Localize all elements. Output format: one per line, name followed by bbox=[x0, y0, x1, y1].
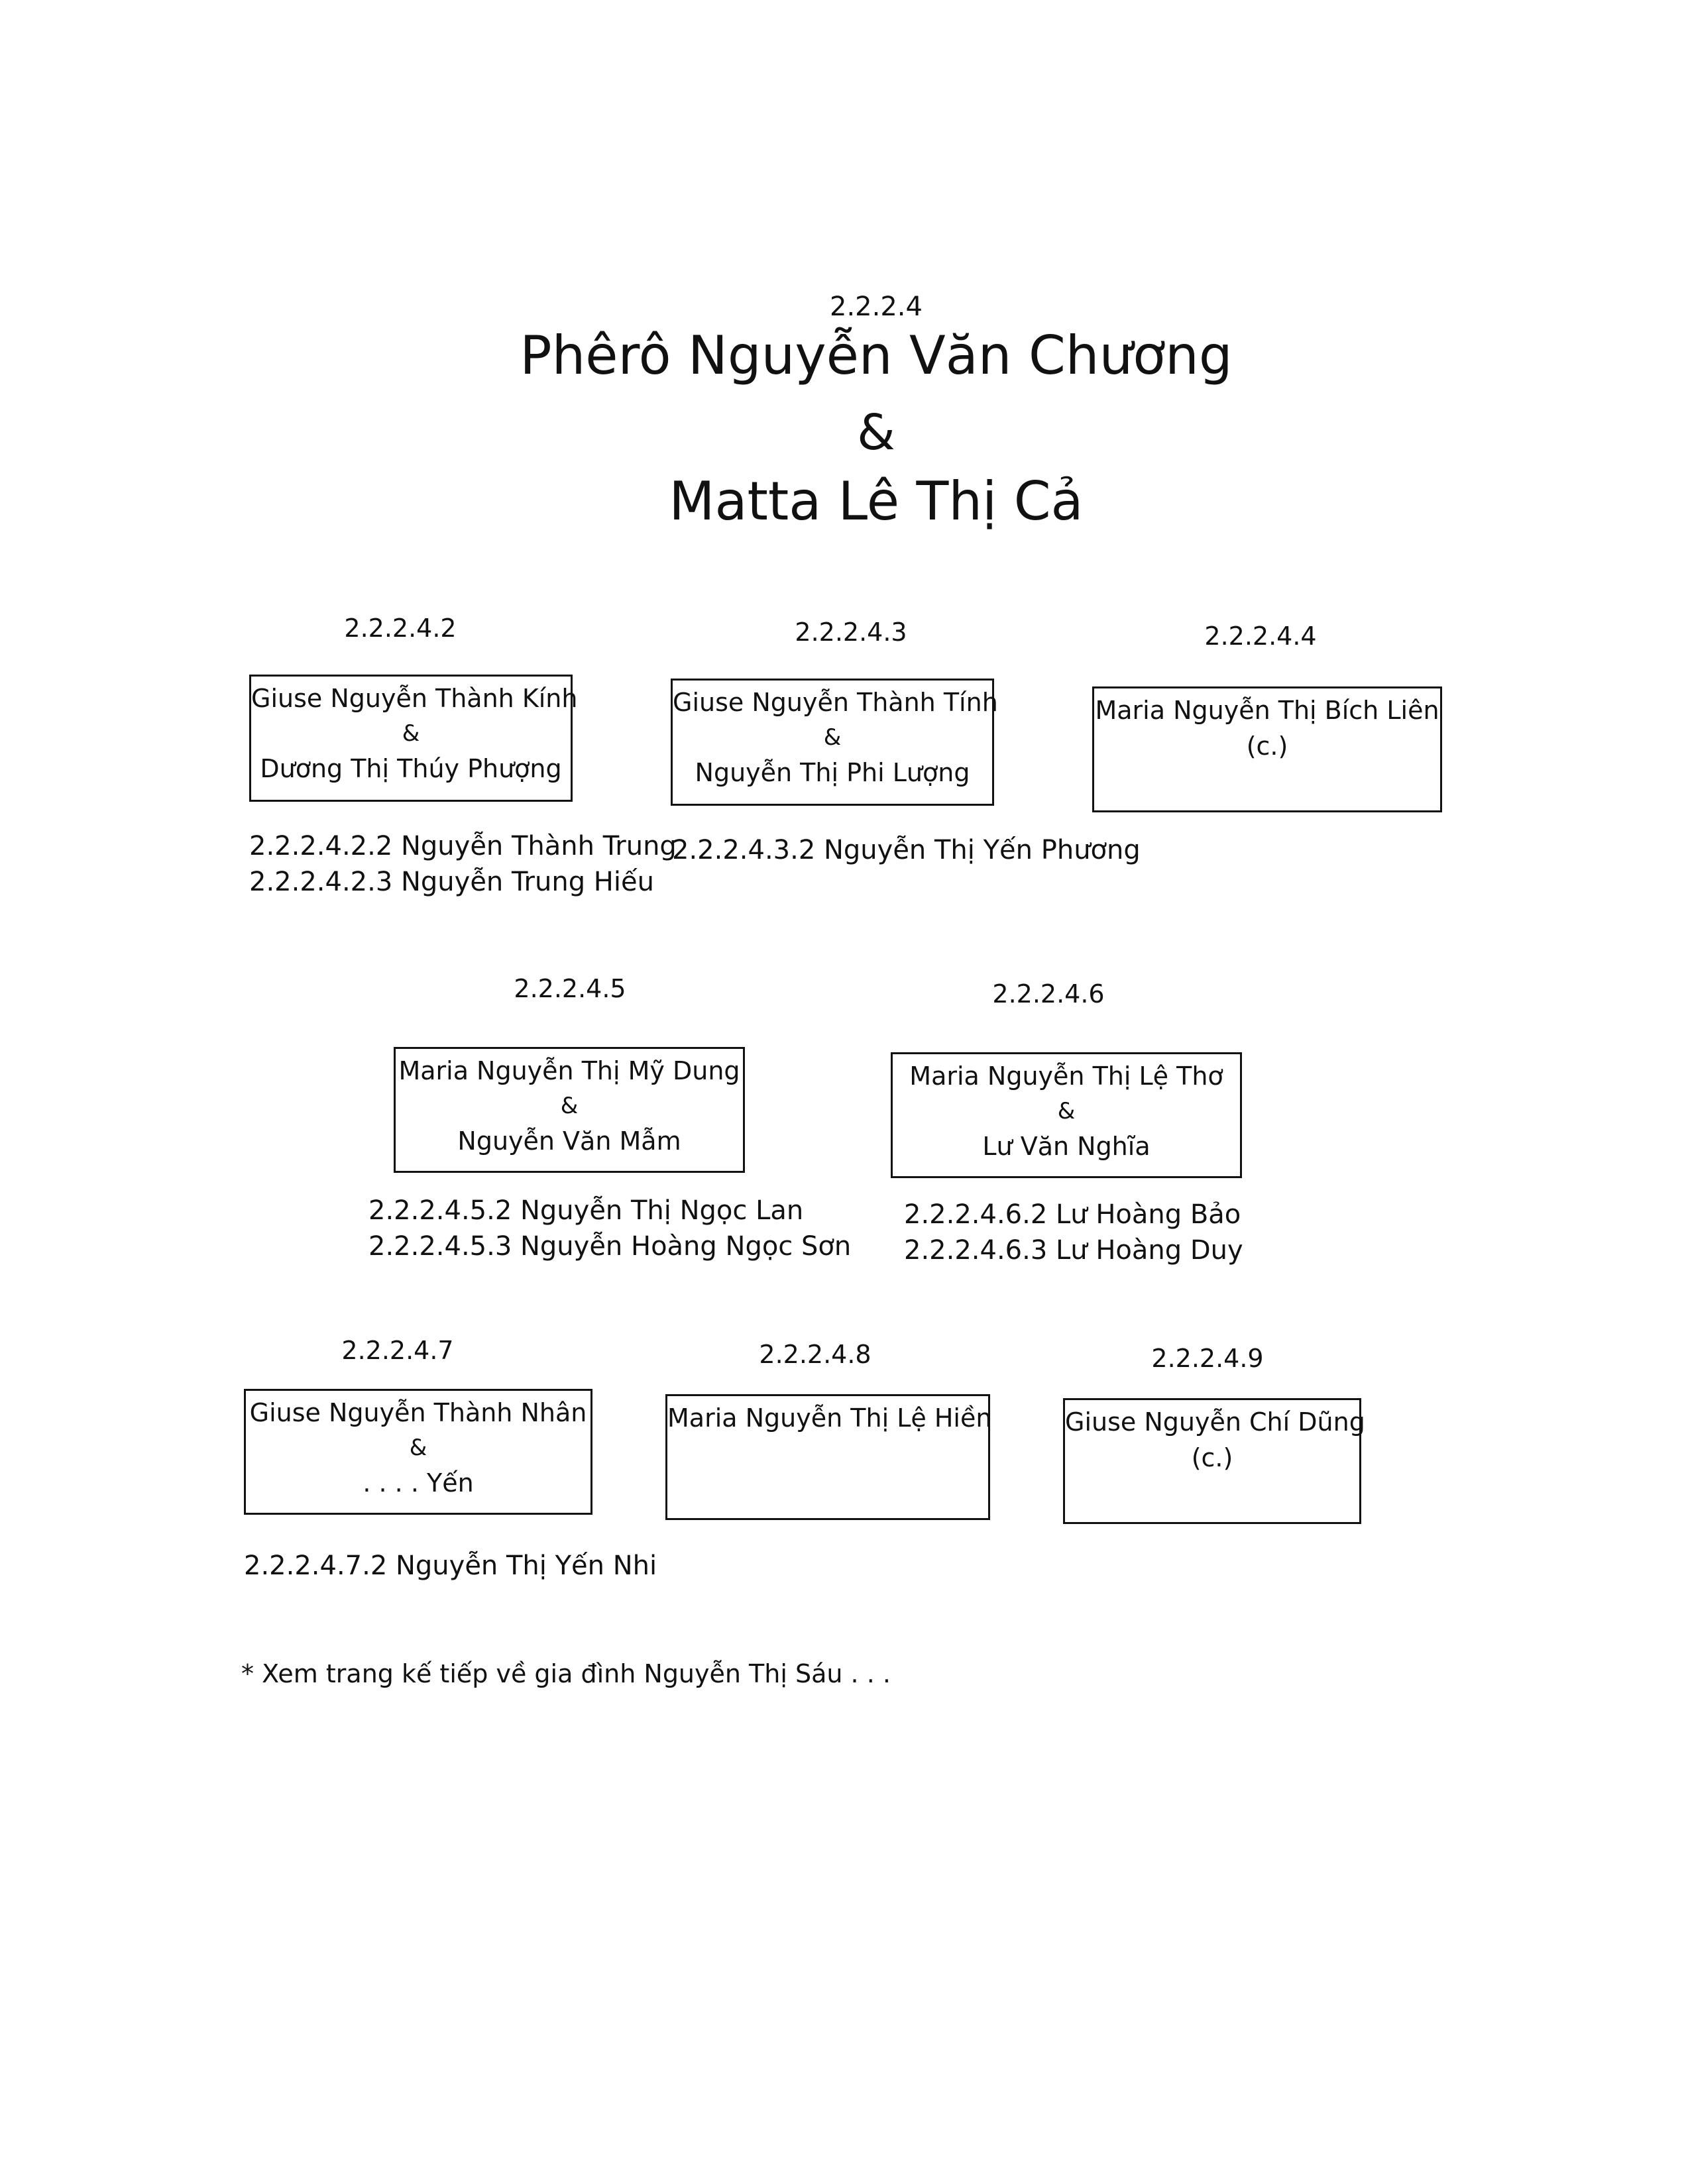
ampersand: & bbox=[409, 1435, 427, 1461]
family-code: 2.2.2.4.7 bbox=[341, 1336, 454, 1365]
family-box bbox=[1092, 686, 1442, 812]
family-code: 2.2.2.4.5 bbox=[514, 974, 626, 1003]
ampersand: & bbox=[402, 720, 420, 747]
wife-name: Matta Lê Thị Cả bbox=[669, 470, 1084, 532]
person-name: Maria Nguyễn Thị Lệ Hiền bbox=[667, 1403, 992, 1433]
family-code: 2.2.2.4.4 bbox=[1204, 622, 1317, 651]
spouse-name: Giuse Nguyễn Thành Kính bbox=[251, 684, 578, 713]
family-box bbox=[249, 675, 578, 802]
spouse-name: Nguyễn Văn Mẫm bbox=[457, 1126, 681, 1156]
child-entry: 2.2.2.4.2.3 Nguyễn Trung Hiếu bbox=[249, 867, 654, 897]
person-note: (c.) bbox=[1246, 732, 1288, 761]
family-code: 2.2.2.4.3 bbox=[795, 618, 907, 647]
family-code: 2.2.2.4.9 bbox=[1151, 1344, 1264, 1373]
child-entry: 2.2.2.4.2.2 Nguyễn Thành Trung bbox=[249, 831, 677, 861]
spouse-name: Giuse Nguyễn Thành Nhân bbox=[249, 1398, 587, 1427]
family-box bbox=[891, 1052, 1242, 1178]
ampersand: & bbox=[560, 1093, 579, 1119]
footnote: * Xem trang kế tiếp về gia đình Nguyễn Thị Sáu . . . bbox=[241, 1659, 891, 1688]
child-entry: 2.2.2.4.6.2 Lư Hoàng Bảo bbox=[904, 1199, 1241, 1230]
person-name: Giuse Nguyễn Chí Dũng bbox=[1065, 1407, 1365, 1437]
ampersand: & bbox=[823, 724, 842, 751]
family-code: 2.2.2.4.2 bbox=[344, 614, 457, 643]
family-code: 2.2.2.4.6 bbox=[992, 979, 1105, 1009]
spouse-name: Maria Nguyễn Thị Mỹ Dung bbox=[398, 1056, 740, 1085]
spouse-name: Nguyễn Thị Phi Lượng bbox=[695, 758, 970, 787]
family-box bbox=[394, 1047, 745, 1173]
person-name: Maria Nguyễn Thị Bích Liên bbox=[1095, 696, 1439, 725]
spouse-name: . . . . Yến bbox=[363, 1468, 474, 1498]
spouse-name: Dương Thị Thúy Phượng bbox=[260, 754, 562, 783]
spouse-name: Lư Văn Nghĩa bbox=[982, 1132, 1151, 1161]
family-box bbox=[665, 1394, 990, 1520]
child-entry: 2.2.2.4.5.2 Nguyễn Thị Ngọc Lan bbox=[368, 1195, 804, 1226]
husband-name: Phêrô Nguyễn Văn Chương bbox=[520, 325, 1233, 386]
spouse-name: Giuse Nguyễn Thành Tính bbox=[673, 688, 998, 717]
ampersand: & bbox=[857, 404, 895, 461]
family-box bbox=[244, 1389, 592, 1515]
spouse-name: Maria Nguyễn Thị Lệ Thơ bbox=[909, 1062, 1223, 1091]
root-family-code: 2.2.2.4 bbox=[830, 292, 923, 322]
family-code: 2.2.2.4.8 bbox=[759, 1340, 871, 1369]
ampersand: & bbox=[1057, 1098, 1076, 1124]
child-entry: 2.2.2.4.3.2 Nguyễn Thị Yến Phương bbox=[672, 835, 1141, 865]
family-box bbox=[671, 679, 998, 806]
child-entry: 2.2.2.4.7.2 Nguyễn Thị Yến Nhi bbox=[244, 1551, 657, 1581]
person-note: (c.) bbox=[1191, 1443, 1233, 1472]
child-entry: 2.2.2.4.6.3 Lư Hoàng Duy bbox=[904, 1235, 1243, 1266]
child-entry: 2.2.2.4.5.3 Nguyễn Hoàng Ngọc Sơn bbox=[368, 1231, 852, 1262]
family-box bbox=[1063, 1398, 1365, 1524]
